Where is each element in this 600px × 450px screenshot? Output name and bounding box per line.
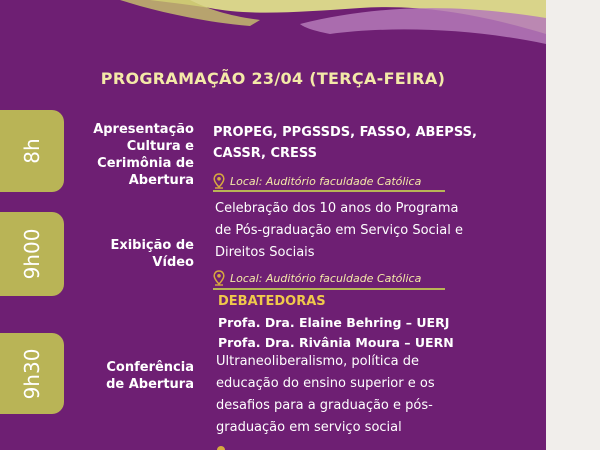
detail-line: educação do ensino superior e os [216, 376, 435, 391]
session-name-opening [93, 121, 194, 189]
session-name-line: Abertura [128, 173, 194, 188]
detail-line: Ultraneoliberalismo, política de [216, 354, 420, 369]
session-details [216, 351, 435, 439]
debaters-heading: DEBATEDORAS [218, 294, 326, 309]
detail-line: de Pós-graduação em Serviço Social e [215, 223, 463, 238]
session-name-line: Conferência [106, 360, 194, 375]
session-name-line: Cerimônia de [97, 156, 194, 171]
session-name-line: Cultura e [126, 139, 194, 154]
divider [213, 288, 445, 290]
time-tab-9h00 [0, 212, 64, 296]
wave-lilac-shape [300, 8, 546, 44]
time-label: 8h [20, 138, 44, 164]
location-text: Local: Auditório faculdade Católica [230, 271, 422, 285]
top-wave-decoration [0, 0, 546, 60]
session-name-video [110, 237, 194, 271]
speaker-name: Profa. Dra. Elaine Behring – UERJ [218, 315, 450, 330]
detail-line: desafios para a graduação e pós- [216, 398, 433, 413]
location-pin-icon [213, 270, 225, 286]
location-row [213, 270, 421, 286]
detail-line: Direitos Sociais [215, 245, 315, 260]
session-name-line: Vídeo [152, 255, 194, 270]
time-label: 9h30 [20, 348, 44, 399]
detail-line: PROPEG, PPGSSDS, FASSO, ABEPSS, [213, 125, 477, 140]
session-name-line: de Abertura [106, 377, 194, 392]
time-tab-9h30 [0, 333, 64, 414]
program-title: PROGRAMAÇÃO 23/04 (TERÇA-FEIRA) [100, 69, 446, 88]
location-pin-icon [213, 173, 225, 189]
detail-line: graduação em serviço social [216, 420, 402, 435]
time-label: 9h00 [20, 228, 44, 280]
detail-line: Celebração dos 10 anos do Programa [215, 201, 459, 216]
detail-line: CASSR, CRESS [213, 146, 318, 161]
speaker-name: Profa. Dra. Rivânia Moura – UERN [218, 335, 454, 350]
divider [213, 190, 445, 192]
location-pin-icon [216, 446, 226, 450]
session-details [215, 198, 463, 264]
time-tab-8h [0, 110, 64, 192]
session-name-line: Apresentação [93, 122, 194, 137]
location-row [213, 173, 421, 189]
session-name-line: Exibição de [110, 238, 194, 253]
location-text: Local: Auditório faculdade Católica [230, 174, 422, 188]
session-details [213, 122, 477, 164]
session-name-conference [106, 359, 194, 393]
